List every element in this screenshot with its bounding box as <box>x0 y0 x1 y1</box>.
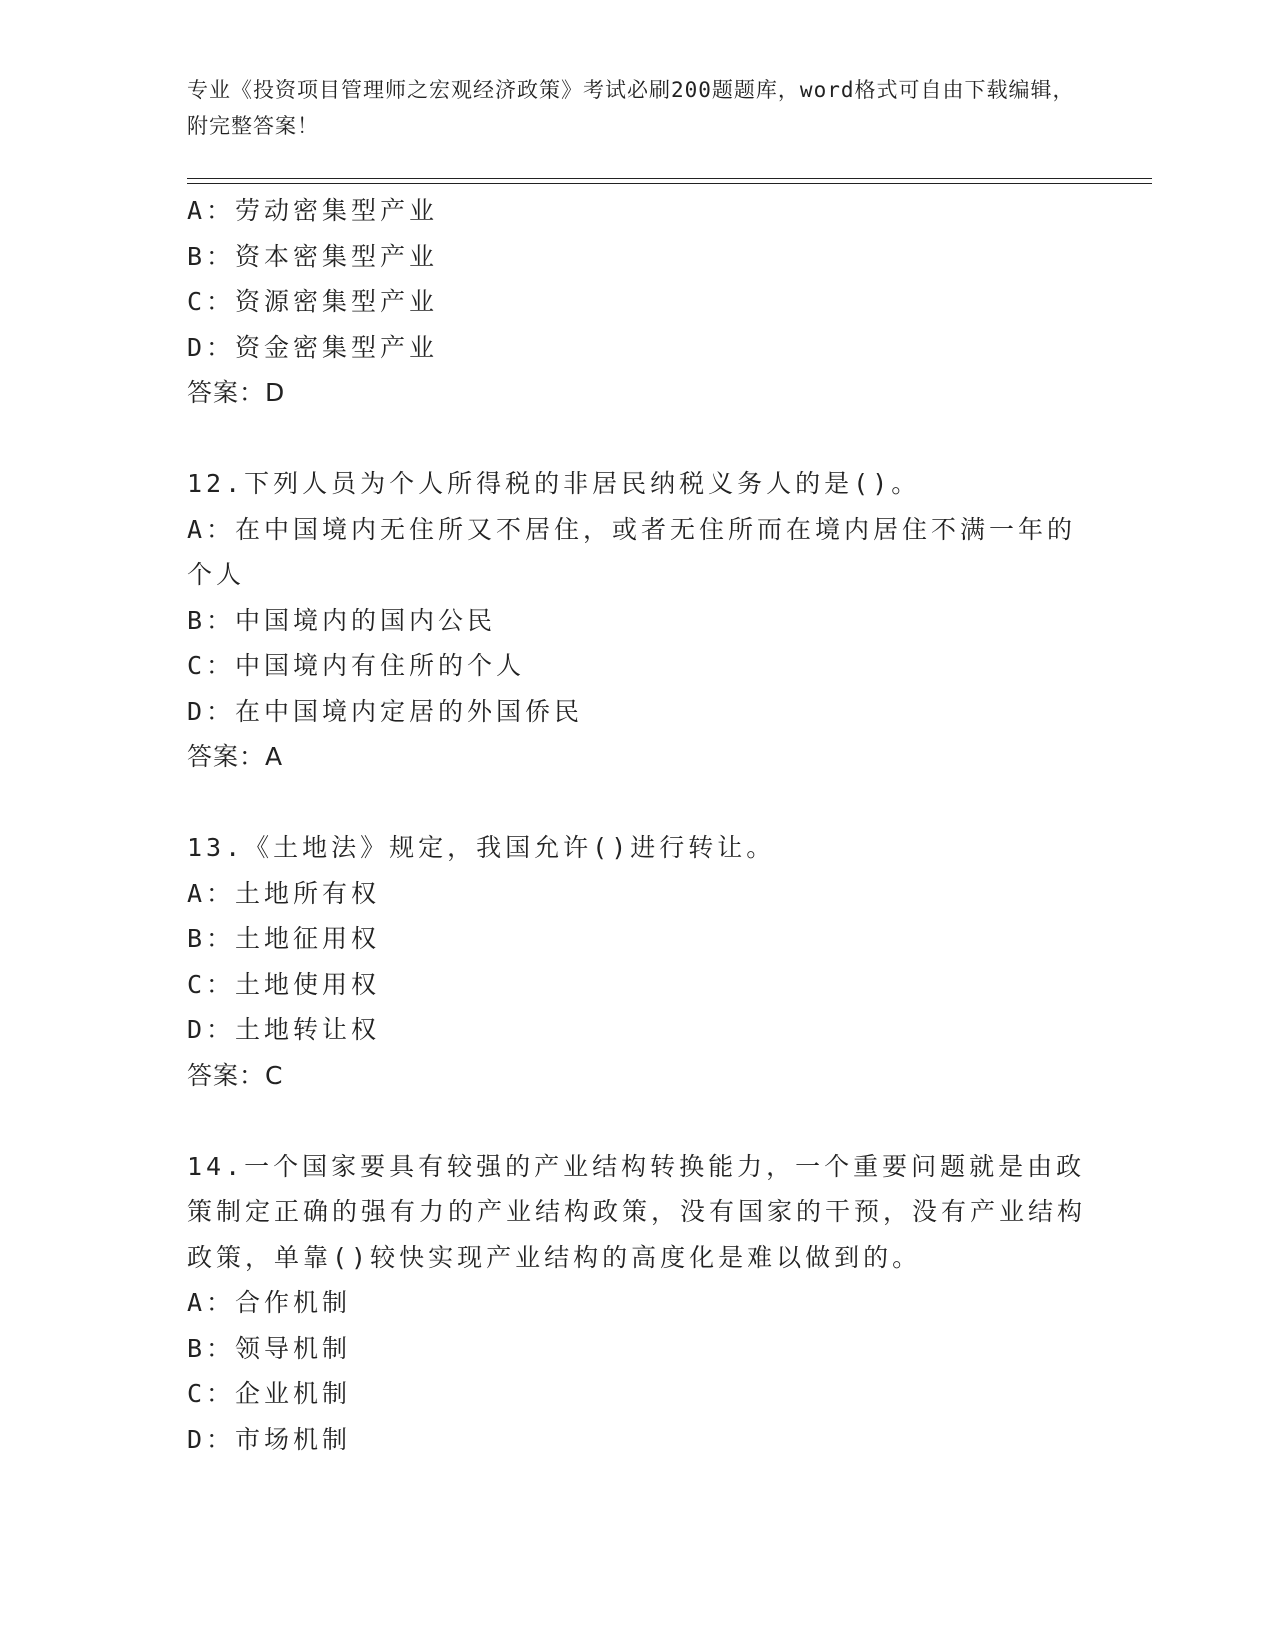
document-intro: 专业《投资项目管理师之宏观经济政策》考试必刷200题题库，word格式可自由下载编辑，附完整答案！ <box>187 78 1075 138</box>
question-12 <box>187 461 1087 780</box>
question-list <box>187 188 1087 1462</box>
option-b: B：土地征用权 <box>187 924 381 953</box>
answer: 答案：D <box>187 378 286 407</box>
question-stem: 14.一个国家要具有较强的产业结构转换能力，一个重要问题就是由政策制定正确的强有力的产业结构政策，没有国家的干预，没有产业结构政策，单靠()较快实现产业结构的高度化是难以做到的。 <box>187 1151 1087 1272</box>
option-c: C：企业机制 <box>187 1379 352 1408</box>
header-divider-bottom <box>187 183 1152 184</box>
option-a: A：在中国境内无住所又不居住，或者无住所而在境内居住不满一年的个人 <box>187 514 1077 589</box>
option-d: D：在中国境内定居的外国侨民 <box>187 696 584 726</box>
option-a: A：土地所有权 <box>187 878 381 908</box>
question-13 <box>187 825 1087 1098</box>
question-11 <box>187 188 1087 416</box>
spacer <box>187 1098 1087 1144</box>
option-b: B：领导机制 <box>187 1333 352 1363</box>
answer: 答案：C <box>187 1060 284 1090</box>
option-d: D：土地转让权 <box>187 1015 381 1044</box>
option-a: A：劳动密集型产业 <box>187 196 439 225</box>
option-c: C：中国境内有住所的个人 <box>187 651 526 680</box>
option-a: A：合作机制 <box>187 1288 352 1317</box>
question-14 <box>187 1144 1087 1463</box>
answer: 答案：A <box>187 742 284 771</box>
option-d: D：市场机制 <box>187 1424 352 1454</box>
option-d: D：资金密集型产业 <box>187 332 439 362</box>
header-divider-top <box>187 178 1152 179</box>
option-b: B：中国境内的国内公民 <box>187 605 497 635</box>
option-c: C：土地使用权 <box>187 969 381 999</box>
option-c: C：资源密集型产业 <box>187 287 439 316</box>
spacer <box>187 416 1087 462</box>
question-stem: 12.下列人员为个人所得税的非居民纳税义务人的是()。 <box>187 469 921 498</box>
question-stem: 13.《土地法》规定，我国允许()进行转让。 <box>187 833 776 862</box>
option-b: B：资本密集型产业 <box>187 241 439 271</box>
spacer <box>187 780 1087 826</box>
